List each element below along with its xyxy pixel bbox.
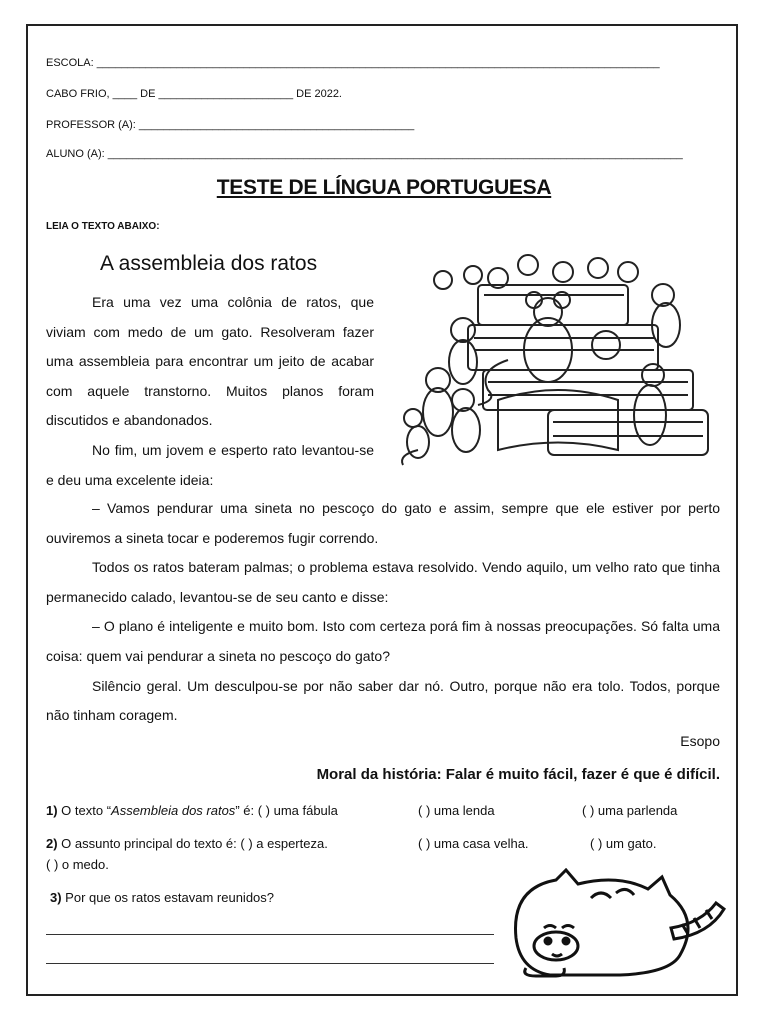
question-text: O texto “ <box>57 803 112 818</box>
cat-illustration <box>496 868 734 980</box>
story-title: A assembleia dos ratos <box>100 252 318 275</box>
story-paragraph: – Vamos pendurar uma sineta no pescoço do gato e assim, sempre que ele estiver por perto ouviremos a sineta tocar e poderemos fugir correndo. <box>46 500 720 546</box>
question-number: 3) <box>50 890 62 905</box>
option-fabula[interactable]: ” é: ( ) uma fábula <box>235 803 338 818</box>
question-number: 1) <box>46 803 58 818</box>
story-paragraph: – O plano é inteligente e muito bom. Isto com certeza porá fim à nossas preocupações. Só falta uma coisa: quem vai pendurar a sineta no pescoço do gato? <box>46 618 720 664</box>
student-field: ALUNO (A): ______________________________________________________________________________________________ <box>46 148 683 160</box>
option-lenda[interactable]: ( ) uma lenda <box>418 803 495 818</box>
story-text-full <box>46 494 720 731</box>
page-title: TESTE DE LÍNGUA PORTUGUESA <box>216 176 552 199</box>
mice-assembly-illustration <box>388 250 718 470</box>
question-text: Por que os ratos estavam reunidos? <box>61 890 275 905</box>
school-field: ESCOLA: ____________________________________________________________________________________________ <box>46 57 660 69</box>
question-number: 2) <box>46 836 58 851</box>
story-author: Esopo <box>680 733 720 749</box>
option-parlenda[interactable]: ( ) uma parlenda <box>582 803 678 818</box>
question-text-title: Assembleia dos ratos <box>111 803 236 818</box>
story-paragraph: Silêncio geral. Um desculpou-se por não saber dar nó. Outro, porque não era tolo. Todos, porque não tinham coragem. <box>46 677 720 724</box>
instruction: LEIA O TEXTO ABAIXO: <box>46 221 160 232</box>
story-paragraph: Todos os ratos bateram palmas; o problema estava resolvido. Vendo aquilo, um velho rato que tinha permanecido calado, levantou-se de seu canto e disse: <box>46 559 720 605</box>
story-text-column <box>46 288 374 495</box>
story-paragraph: Era uma vez uma colônia de ratos, que viviam com medo de um gato. Resolveram fazer uma assembleia para encontrar um jeito de acabar com aquele transtorno. Muitos planos foram discutidos e abandonados. <box>46 294 374 429</box>
option-medo[interactable]: ( ) o medo. <box>46 857 109 872</box>
answer-line[interactable] <box>46 963 494 964</box>
option-gato[interactable]: ( ) um gato. <box>590 836 657 851</box>
option-casa-velha[interactable]: ( ) uma casa velha. <box>418 836 529 851</box>
question-2 <box>46 836 328 851</box>
story-paragraph: No fim, um jovem e esperto rato levantou-se e deu uma excelente ideia: <box>46 441 374 488</box>
story-moral: Moral da história: Falar é muito fácil, fazer é que é difícil. <box>316 766 720 783</box>
question-3 <box>50 890 274 905</box>
answer-line[interactable] <box>46 934 494 935</box>
question-1 <box>46 803 338 818</box>
teacher-field: PROFESSOR (A): _____________________________________________ <box>46 119 415 131</box>
date-field: CABO FRIO, ____ DE ______________________ DE 2022. <box>46 88 342 100</box>
option-esperteza[interactable]: O assunto principal do texto é: ( ) a esperteza. <box>57 836 328 851</box>
